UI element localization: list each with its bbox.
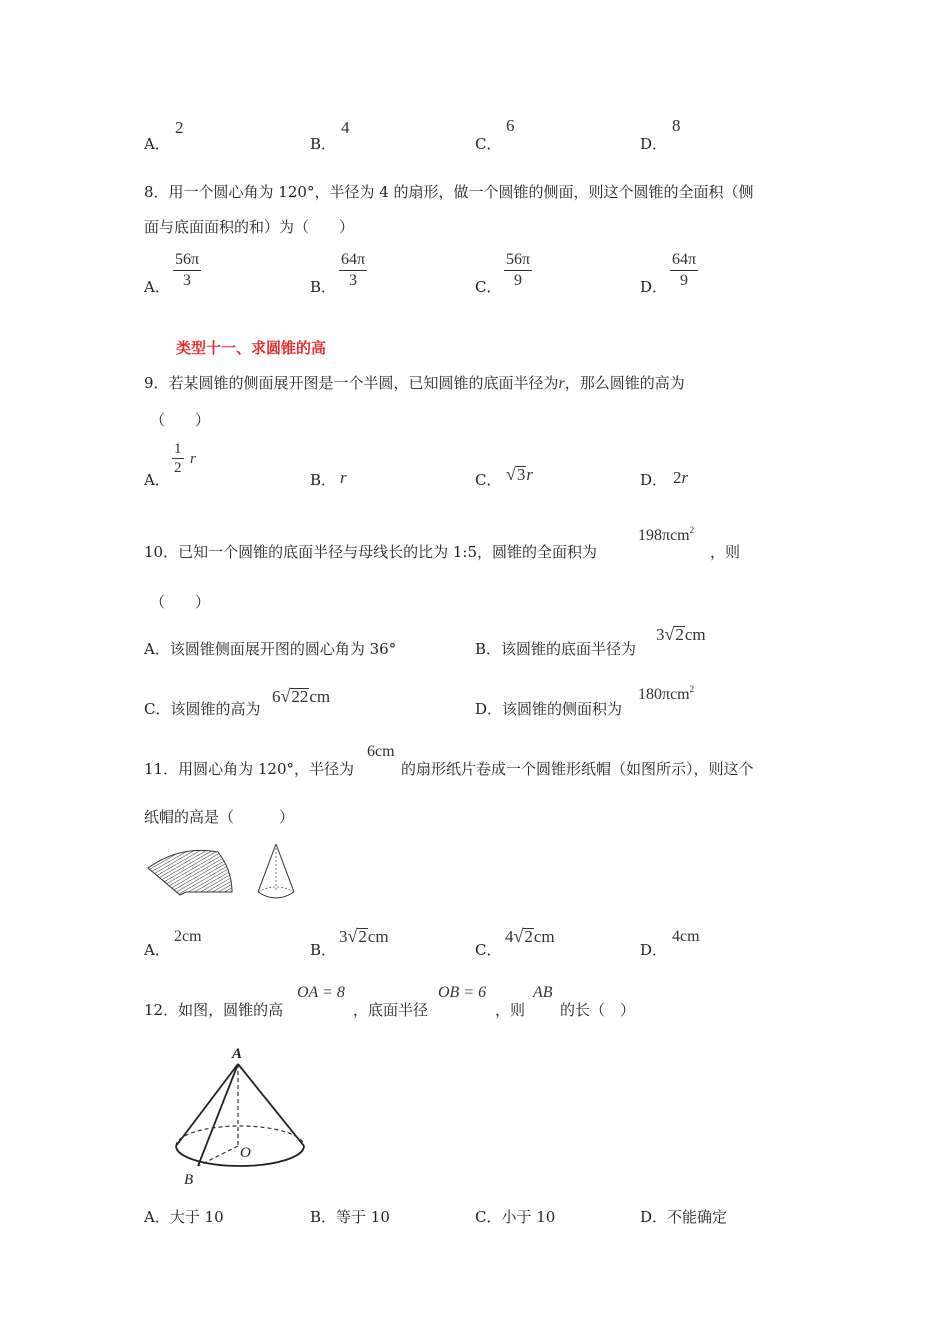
q12-option-c-letter: C． xyxy=(475,1208,502,1226)
label-b: B xyxy=(184,1172,194,1188)
cone-left-slant xyxy=(176,1064,238,1146)
q10-option-b-radicand: 2 xyxy=(675,625,684,644)
q12-option-b-letter: B． xyxy=(310,1208,337,1226)
q12-option-c xyxy=(475,1206,555,1227)
q10-option-c-radicand: 22 xyxy=(291,687,309,706)
q8-option-b-num: 64π xyxy=(339,250,367,271)
q9-option-a-letter: A． xyxy=(144,471,170,489)
q12-option-d-letter: D． xyxy=(640,1208,668,1226)
q10-option-b-expr xyxy=(656,624,706,645)
q10-option-a-text: 该圆锥侧面展开图的圆心角为 36° xyxy=(169,640,397,658)
q12-stem-a: 12．如图，圆锥的高 xyxy=(144,1001,284,1019)
q8-stem-line1: 8．用一个圆心角为 120°，半径为 4 的扇形，做一个圆锥的侧面，则这个圆锥的全面积（侧 xyxy=(144,183,754,201)
q12-option-b-text: 等于 10 xyxy=(336,1208,390,1226)
q10-option-b-letter: B． xyxy=(475,640,502,658)
q9-option-b-letter: B． xyxy=(310,471,337,489)
q12-stem-c: ，则 xyxy=(495,1001,526,1019)
q11-option-d-expr xyxy=(672,928,700,946)
q10-option-d-expr xyxy=(638,686,694,704)
q10-option-a xyxy=(144,638,396,659)
q11-radius: 6cm xyxy=(367,743,395,760)
cone-base-back-arc xyxy=(176,1126,304,1146)
q10-option-a-letter: A． xyxy=(144,640,170,658)
label-o: O xyxy=(240,1145,251,1161)
q11-option-d-unit: cm xyxy=(680,928,700,945)
q11-option-a-expr xyxy=(174,928,202,946)
sector-shape xyxy=(148,850,232,895)
q10-option-d-exp: 2 xyxy=(689,684,695,694)
q8-option-d-letter: D． xyxy=(640,278,668,296)
q9-option-a-var: r xyxy=(190,451,196,467)
q7-option-d-value: 8 xyxy=(672,116,681,135)
q12-option-d-text: 不能确定 xyxy=(667,1208,728,1226)
q12-option-a xyxy=(144,1206,224,1227)
q9-option-d-letter: D． xyxy=(640,471,668,489)
cone-left-edge xyxy=(258,844,276,892)
q8-option-c-fraction xyxy=(504,250,532,291)
sqrt-icon: √ xyxy=(664,624,675,644)
q7-option-b-value: 4 xyxy=(341,118,350,137)
q8-option-b-den: 3 xyxy=(349,272,358,289)
q11-option-b-letter: B． xyxy=(310,941,337,959)
sqrt-icon: √ xyxy=(280,686,291,706)
q10-option-d xyxy=(475,698,622,719)
q11-option-c-radicand: 2 xyxy=(524,927,533,946)
section-heading: 类型十一、求圆锥的高 xyxy=(176,339,327,357)
q8-option-a-num: 56π xyxy=(173,250,201,271)
q8-option-a-fraction xyxy=(173,250,201,291)
q10-total-area xyxy=(638,527,694,545)
cone-right-edge xyxy=(276,844,294,892)
q9-option-c-radicand: 3 xyxy=(516,465,526,484)
q9-option-c-letter: C． xyxy=(475,471,502,489)
q10-option-c xyxy=(144,698,261,719)
q10-area-value: 198πcm xyxy=(638,527,690,544)
q12-stem-d: 的长（ ） xyxy=(560,1001,636,1019)
q9-stem-line1 xyxy=(144,372,685,393)
sqrt-icon: √ xyxy=(347,926,358,946)
q8-option-a-letter: A． xyxy=(144,278,170,296)
q11-stem-line2: 纸帽的高是（ ） xyxy=(144,808,295,826)
q10-option-c-letter: C． xyxy=(144,700,171,718)
cone-base-front xyxy=(258,892,294,898)
q10-option-c-expr xyxy=(272,686,330,707)
q11-option-c-coef: 4 xyxy=(505,927,514,946)
q8-option-d-den: 9 xyxy=(680,272,689,289)
sector-and-cone-figure xyxy=(140,840,310,910)
q7-option-c-letter: C． xyxy=(475,135,502,153)
q7-option-b-letter: B． xyxy=(310,135,337,153)
q11-option-b-expr xyxy=(339,926,389,947)
q11-stem-line1-b: 的扇形纸片卷成一个圆锥形纸帽（如图所示），则这个 xyxy=(401,760,754,778)
q8-option-d-num: 64π xyxy=(670,250,698,271)
q9-option-a-den: 2 xyxy=(174,460,182,476)
q10-option-c-unit: cm xyxy=(309,687,331,706)
q10-option-b xyxy=(475,638,636,659)
q10-stem-line1-a: 10．已知一个圆锥的底面半径与母线长的比为 1:5，圆锥的全面积为 xyxy=(144,543,597,561)
q11-option-c-expr xyxy=(505,926,555,947)
q10-area-exp: 2 xyxy=(689,525,695,535)
q12-option-c-text: 小于 10 xyxy=(501,1208,556,1226)
q9-option-a-fraction xyxy=(172,440,184,477)
q9-option-b-value: r xyxy=(340,468,347,487)
q10-option-b-unit: cm xyxy=(684,625,706,644)
q10-option-b-text: 该圆锥的底面半径为 xyxy=(501,640,637,658)
q11-option-a-letter: A． xyxy=(144,941,170,959)
q10-option-b-coef: 3 xyxy=(656,625,665,644)
q9-option-d-expr xyxy=(673,468,688,488)
q7-option-d-letter: D． xyxy=(640,135,668,153)
q12-option-a-text: 大于 10 xyxy=(169,1208,224,1226)
q9-option-d-var: r xyxy=(681,468,689,487)
q10-option-d-text: 该圆锥的侧面积为 xyxy=(502,700,623,718)
q8-option-c-letter: C． xyxy=(475,278,502,296)
q9-stem-b: ，那么圆锥的高为 xyxy=(564,374,685,392)
q8-option-a-den: 3 xyxy=(183,272,192,289)
sqrt-icon: √ xyxy=(513,926,524,946)
q12-stem-b: ，底面半径 xyxy=(353,1001,429,1019)
q11-option-c-unit: cm xyxy=(533,927,555,946)
q10-option-d-letter: D． xyxy=(475,700,503,718)
q10-stem-line2: （ ） xyxy=(150,593,211,611)
q8-option-c-den: 9 xyxy=(514,272,523,289)
cone-figure xyxy=(160,1040,320,1190)
q9-option-c-var: r xyxy=(526,465,534,484)
q8-stem-line2: 面与底面面积的和）为（ ） xyxy=(144,218,355,236)
label-a: A xyxy=(232,1046,243,1062)
q9-stem-a: 9．若某圆锥的侧面展开图是一个半圆，已知圆锥的底面半径为 xyxy=(144,374,559,392)
q9-stem-var: r xyxy=(558,375,565,392)
q11-option-a-unit: cm xyxy=(182,928,202,945)
q9-option-a-num: 1 xyxy=(174,441,182,457)
q11-option-d-coef: 4 xyxy=(672,928,680,945)
q9-stem-line2: （ ） xyxy=(150,411,211,429)
q11-option-c-letter: C． xyxy=(475,941,502,959)
q8-option-b-letter: B． xyxy=(310,278,337,296)
q11-option-b-radicand: 2 xyxy=(358,927,367,946)
cone-ab-slant xyxy=(198,1064,238,1166)
q9-option-c-expr xyxy=(506,464,533,485)
q12-ob: OB = 6 xyxy=(438,984,487,1001)
q10-option-c-coef: 6 xyxy=(272,687,281,706)
q8-option-c-num: 56π xyxy=(504,250,532,271)
q7-option-c-value: 6 xyxy=(506,116,515,135)
q12-option-b xyxy=(310,1206,390,1227)
q10-stem-line1-b: ，则 xyxy=(710,543,741,561)
q8-option-d-fraction xyxy=(670,250,698,291)
q12-option-d xyxy=(640,1206,727,1227)
q11-option-b-unit: cm xyxy=(367,927,389,946)
q8-option-b-fraction xyxy=(339,250,367,291)
q11-option-b-coef: 3 xyxy=(339,927,348,946)
q7-option-a-letter: A． xyxy=(144,135,170,153)
q10-option-c-text: 该圆锥的高为 xyxy=(170,700,261,718)
q9-option-d-coef: 2 xyxy=(673,468,682,487)
q11-option-a-coef: 2 xyxy=(174,928,182,945)
q12-oa: OA = 8 xyxy=(297,984,345,1001)
q12-ab: AB xyxy=(533,984,553,1001)
q12-option-a-letter: A． xyxy=(144,1208,170,1226)
sqrt-icon: √ xyxy=(506,464,516,484)
q11-stem-line1-a: 11．用圆心角为 120°，半径为 xyxy=(144,760,354,778)
q11-option-d-letter: D． xyxy=(640,941,668,959)
q10-option-d-value: 180πcm xyxy=(638,686,690,703)
q7-option-a-value: 2 xyxy=(175,118,184,137)
cone-right-slant xyxy=(238,1064,304,1146)
